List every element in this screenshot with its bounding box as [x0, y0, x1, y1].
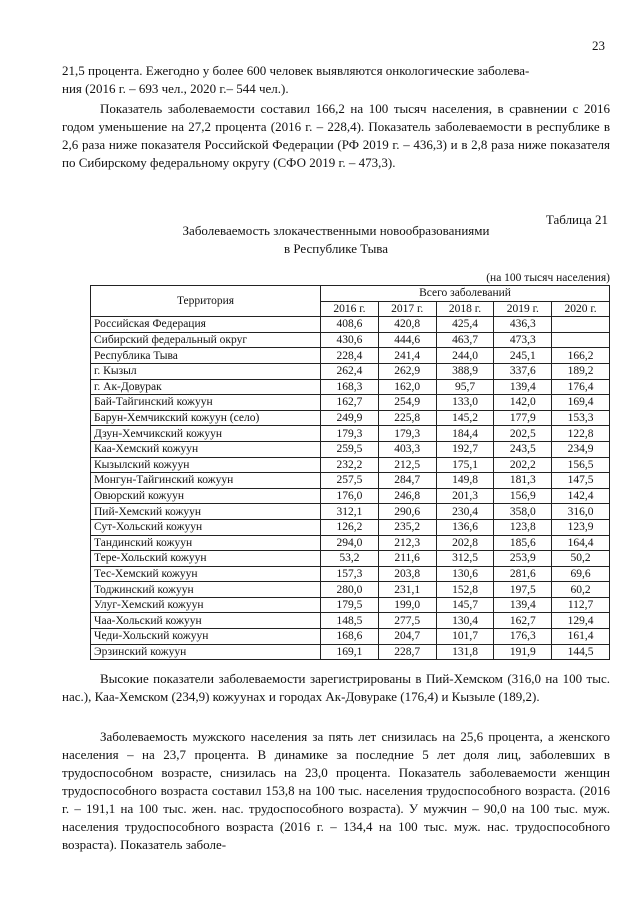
table-row [91, 644, 610, 660]
value-cell: 95,7 [436, 379, 494, 395]
value-cell: 130,4 [436, 613, 494, 629]
value-cell: 234,9 [552, 441, 610, 457]
value-cell: 294,0 [321, 535, 379, 551]
value-cell: 162,0 [378, 379, 436, 395]
paragraph-rate-text: Показатель заболеваемости составил 166,2 на 100 тысяч населения, в сравнении с 2016 годом уменьшение на 27,2 процента (2016 г. – 228,4). Показатель заболеваемости в республике в 2,6 раза ниже показателя Российской Федерации (РФ 2019 г. – 436,3) и в 2,8 раза ниже показателя по Сибирскому федеральному округу (СФО 2019 г. – 473,3). [62, 101, 610, 170]
header-year: 2018 г. [436, 301, 494, 317]
value-cell: 244,0 [436, 348, 494, 364]
table-row [91, 504, 610, 520]
value-cell: 425,4 [436, 317, 494, 333]
table-title-line-2: в Республике Тыва [283, 241, 389, 256]
value-cell: 130,6 [436, 566, 494, 582]
table-row [91, 519, 610, 535]
value-cell: 199,0 [378, 597, 436, 613]
value-cell: 316,0 [552, 504, 610, 520]
value-cell: 231,1 [378, 582, 436, 598]
table-row [91, 410, 610, 426]
value-cell: 257,5 [321, 473, 379, 489]
value-cell: 176,3 [494, 629, 552, 645]
table-label: Таблица 21 [545, 212, 608, 227]
value-cell: 444,6 [378, 332, 436, 348]
value-cell [552, 317, 610, 333]
table-row [91, 348, 610, 364]
value-cell: 152,8 [436, 582, 494, 598]
value-cell: 254,9 [378, 395, 436, 411]
value-cell: 235,2 [378, 519, 436, 535]
value-cell: 139,4 [494, 597, 552, 613]
value-cell: 232,2 [321, 457, 379, 473]
table-row [91, 457, 610, 473]
territory-cell: Чаа-Хольский кожуун [91, 613, 321, 629]
value-cell: 203,8 [378, 566, 436, 582]
value-cell: 176,0 [321, 488, 379, 504]
value-cell: 212,3 [378, 535, 436, 551]
value-cell: 156,5 [552, 457, 610, 473]
value-cell: 101,7 [436, 629, 494, 645]
table-row [91, 317, 610, 333]
table-row [91, 488, 610, 504]
value-cell: 131,8 [436, 644, 494, 660]
table-row [91, 597, 610, 613]
value-cell: 403,3 [378, 441, 436, 457]
value-cell: 162,7 [494, 613, 552, 629]
value-cell: 126,2 [321, 519, 379, 535]
value-cell: 228,7 [378, 644, 436, 660]
value-cell: 164,4 [552, 535, 610, 551]
value-cell: 50,2 [552, 551, 610, 567]
territory-cell: г. Кызыл [91, 363, 321, 379]
value-cell: 169,1 [321, 644, 379, 660]
value-cell: 202,5 [494, 426, 552, 442]
value-cell: 133,0 [436, 395, 494, 411]
value-cell: 162,7 [321, 395, 379, 411]
table-row [91, 332, 610, 348]
territory-cell: Каа-Хемский кожуун [91, 441, 321, 457]
value-cell: 281,6 [494, 566, 552, 582]
value-cell: 202,2 [494, 457, 552, 473]
header-year: 2019 г. [494, 301, 552, 317]
value-cell: 177,9 [494, 410, 552, 426]
territory-cell: Тандинский кожуун [91, 535, 321, 551]
value-cell: 142,0 [494, 395, 552, 411]
table-row [91, 629, 610, 645]
territory-cell: Улуг-Хемский кожуун [91, 597, 321, 613]
territory-cell: г. Ак-Довурак [91, 379, 321, 395]
value-cell [552, 332, 610, 348]
value-cell: 277,5 [378, 613, 436, 629]
value-cell: 230,4 [436, 504, 494, 520]
value-cell: 337,6 [494, 363, 552, 379]
value-cell: 388,9 [436, 363, 494, 379]
value-cell: 241,4 [378, 348, 436, 364]
territory-cell: Монгун-Тайгинский кожуун [91, 473, 321, 489]
territory-cell: Тоджинский кожуун [91, 582, 321, 598]
value-cell: 145,7 [436, 597, 494, 613]
territory-cell: Тере-Хольский кожуун [91, 551, 321, 567]
value-cell: 129,4 [552, 613, 610, 629]
table-row [91, 473, 610, 489]
table-row [91, 582, 610, 598]
paragraph-rate [62, 100, 610, 172]
intro-line-1: 21,5 процента. Ежегодно у более 600 человек выявляются онкологические заболева- [62, 63, 530, 78]
page-number: 23 [592, 38, 605, 53]
value-cell: 225,8 [378, 410, 436, 426]
territory-cell: Сибирский федеральный округ [91, 332, 321, 348]
territory-cell: Бай-Тайгинский кожуун [91, 395, 321, 411]
value-cell: 179,3 [378, 426, 436, 442]
value-cell: 179,3 [321, 426, 379, 442]
territory-cell: Сут-Хольский кожуун [91, 519, 321, 535]
value-cell: 166,2 [552, 348, 610, 364]
table-row [91, 551, 610, 567]
header-year: 2017 г. [378, 301, 436, 317]
value-cell: 192,7 [436, 441, 494, 457]
value-cell: 145,2 [436, 410, 494, 426]
value-cell: 228,4 [321, 348, 379, 364]
table-row [91, 363, 610, 379]
territory-cell: Овюрский кожуун [91, 488, 321, 504]
value-cell: 157,3 [321, 566, 379, 582]
value-cell: 53,2 [321, 551, 379, 567]
value-cell: 262,9 [378, 363, 436, 379]
value-cell: 197,5 [494, 582, 552, 598]
value-cell: 211,6 [378, 551, 436, 567]
value-cell: 60,2 [552, 582, 610, 598]
table-row [91, 441, 610, 457]
value-cell: 284,7 [378, 473, 436, 489]
value-cell: 202,8 [436, 535, 494, 551]
value-cell: 69,6 [552, 566, 610, 582]
territory-cell: Пий-Хемский кожуун [91, 504, 321, 520]
value-cell: 204,7 [378, 629, 436, 645]
value-cell: 149,8 [436, 473, 494, 489]
table-title-line-1: Заболеваемость злокачественными новообразованиями [182, 223, 490, 238]
value-cell: 290,6 [378, 504, 436, 520]
value-cell: 181,3 [494, 473, 552, 489]
value-cell: 408,6 [321, 317, 379, 333]
value-cell: 179,5 [321, 597, 379, 613]
value-cell: 161,4 [552, 629, 610, 645]
value-cell: 473,3 [494, 332, 552, 348]
territory-cell: Республика Тыва [91, 348, 321, 364]
value-cell: 189,2 [552, 363, 610, 379]
value-cell: 259,5 [321, 441, 379, 457]
header-total: Всего заболеваний [321, 286, 610, 302]
table-title [62, 222, 610, 258]
table-row [91, 613, 610, 629]
value-cell: 436,3 [494, 317, 552, 333]
value-cell: 184,4 [436, 426, 494, 442]
header-year: 2016 г. [321, 301, 379, 317]
value-cell: 123,8 [494, 519, 552, 535]
value-cell: 147,5 [552, 473, 610, 489]
value-cell: 175,1 [436, 457, 494, 473]
value-cell: 463,7 [436, 332, 494, 348]
intro-paragraph [62, 62, 610, 98]
value-cell: 156,9 [494, 488, 552, 504]
value-cell: 142,4 [552, 488, 610, 504]
value-cell: 243,5 [494, 441, 552, 457]
paragraph-demographics [62, 728, 610, 854]
value-cell: 312,1 [321, 504, 379, 520]
intro-line-2: ния (2016 г. – 693 чел., 2020 г.– 544 чел.). [62, 81, 289, 96]
table-row [91, 395, 610, 411]
value-cell: 201,3 [436, 488, 494, 504]
value-cell: 122,8 [552, 426, 610, 442]
value-cell: 312,5 [436, 551, 494, 567]
value-cell: 212,5 [378, 457, 436, 473]
value-cell: 112,7 [552, 597, 610, 613]
paragraph-highlights-text: Высокие показатели заболеваемости зарегистрированы в Пий-Хемском (316,0 на 100 тыс. нас.), Каа-Хемском (234,9) кожуунах и городах Ак-Довураке (176,4) и Кызыле (189,2). [62, 671, 610, 704]
value-cell: 430,6 [321, 332, 379, 348]
territory-cell: Чеди-Хольский кожуун [91, 629, 321, 645]
table-row [91, 535, 610, 551]
value-cell: 246,8 [378, 488, 436, 504]
incidence-table [90, 285, 610, 660]
value-cell: 139,4 [494, 379, 552, 395]
value-cell: 249,9 [321, 410, 379, 426]
value-cell: 148,5 [321, 613, 379, 629]
value-cell: 280,0 [321, 582, 379, 598]
value-cell: 245,1 [494, 348, 552, 364]
territory-cell: Российская Федерация [91, 317, 321, 333]
table-row [91, 566, 610, 582]
table-row [91, 426, 610, 442]
value-cell: 191,9 [494, 644, 552, 660]
value-cell: 144,5 [552, 644, 610, 660]
territory-cell: Эрзинский кожуун [91, 644, 321, 660]
territory-cell: Тес-Хемский кожуун [91, 566, 321, 582]
value-cell: 153,3 [552, 410, 610, 426]
territory-cell: Кызылский кожуун [91, 457, 321, 473]
table-units: (на 100 тысяч населения) [486, 272, 610, 284]
value-cell: 420,8 [378, 317, 436, 333]
value-cell: 168,3 [321, 379, 379, 395]
value-cell: 123,9 [552, 519, 610, 535]
paragraph-demographics-text: Заболеваемость мужского населения за пять лет снизилась на 25,6 процента, а женского населения – на 23,7 процента. В динамике за последние 5 лет доля лиц, заболевших в трудоспособном возрасте, снизилась на 23,0 процента. Показатель заболеваемости женщин трудоспособного возраста составил 153,8 на 100 тыс. населения трудоспособного возраста. (2016 г. – 191,1 на 100 тыс. жен. нас. трудоспособного возраста). У мужчин – 90,0 на 100 тыс. муж. населения трудоспособного возраста (2016 г. – 134,4 на 100 тыс. муж. нас. трудоспособного возраста). Показатель заболе- [62, 729, 610, 852]
value-cell: 168,6 [321, 629, 379, 645]
value-cell: 262,4 [321, 363, 379, 379]
value-cell: 176,4 [552, 379, 610, 395]
territory-cell: Дзун-Хемчикский кожуун [91, 426, 321, 442]
paragraph-highlights [62, 670, 610, 706]
value-cell: 358,0 [494, 504, 552, 520]
header-territory: Территория [91, 286, 321, 317]
value-cell: 253,9 [494, 551, 552, 567]
header-year: 2020 г. [552, 301, 610, 317]
value-cell: 136,6 [436, 519, 494, 535]
table-row [91, 379, 610, 395]
value-cell: 185,6 [494, 535, 552, 551]
territory-cell: Барун-Хемчикский кожуун (село) [91, 410, 321, 426]
value-cell: 169,4 [552, 395, 610, 411]
